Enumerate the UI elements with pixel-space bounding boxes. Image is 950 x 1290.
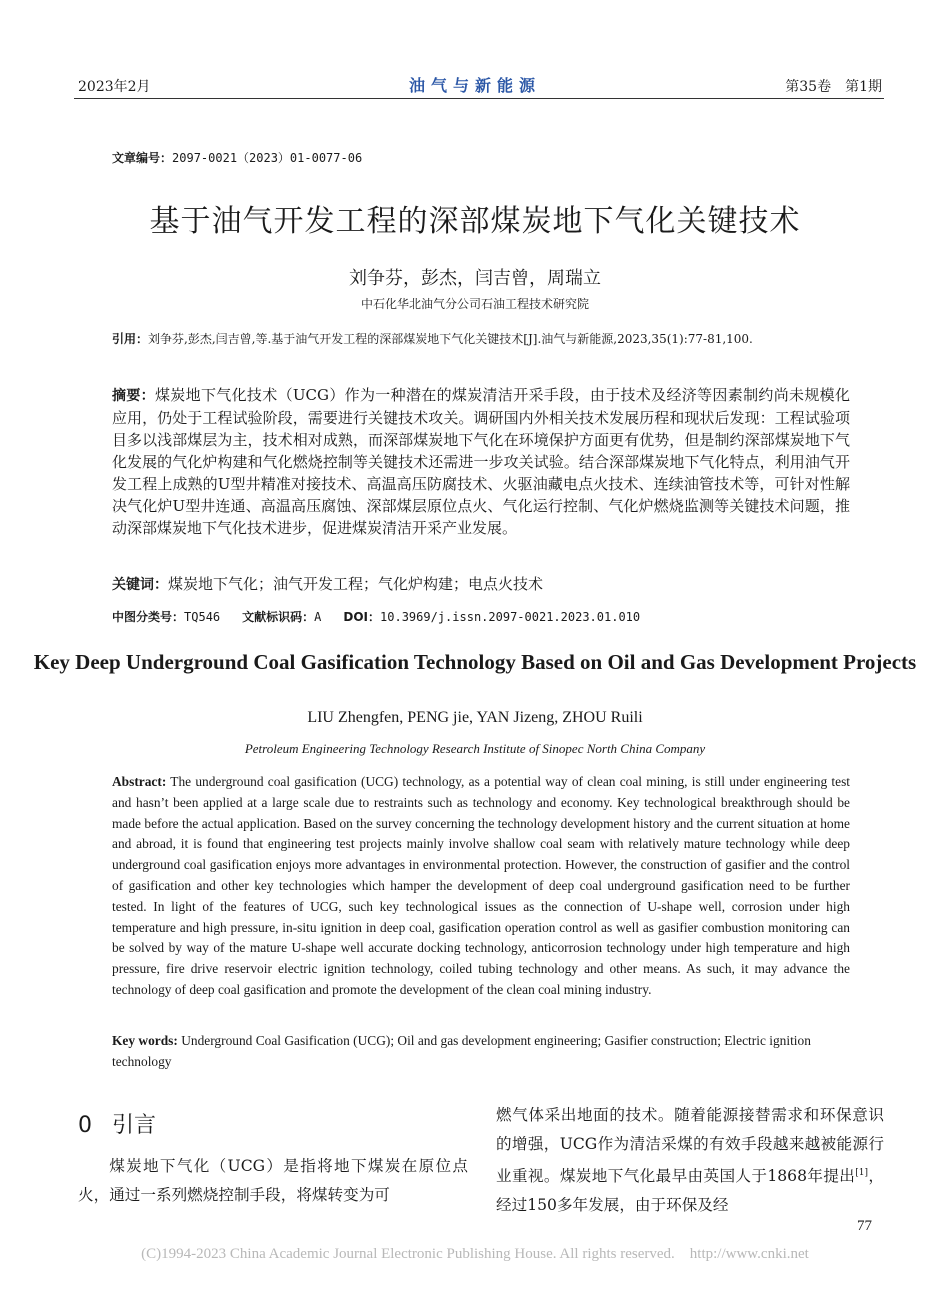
header-rule [74, 98, 884, 99]
keywords-en-label: Key words: [112, 1033, 178, 1048]
section-heading [78, 1108, 156, 1139]
clc-value: TQ546 [184, 610, 221, 624]
body-left-column: 煤炭地下气化（UCG）是指将地下煤炭在原位点火，通过一系列燃烧控制手段，将煤转变为可 [78, 1157, 468, 1204]
section-title: 引言 [112, 1113, 157, 1138]
abstract-cn [112, 384, 850, 539]
affiliation-cn: 中石化华北油气分公司石油工程技术研究院 [360, 297, 589, 311]
abstract-en-text: The underground coal gasification (UCG) technology, as a potential way of clean coal mining, is still under engineering test and hasn’t been applied at a large scale due to restraints such as technology and economy. Key technological breakthrough should be made before the actual application. Based on the survey concerning the technology development history and the current situation at home and abroad, it is found that engineering test projects mainly involve shallow coal seam with relatively mature technology while deep underground coal gasification enjoys more advantages in environmental protection. However, the construction of gasifier and the control of gasification and other key technologies which hamper the development of deep coal underground gasification need to be further tested. In light of the features of UCG, such key technological issues as the connection of U-shape well, corrosion under high temperature and high pressure, in-situ ignition in deep coal, gasification operation control as well as gasifier combustion monitoring can be solved by way of the mature U-shape well accurate docking technology, anticorrosion technology under high temperature and high pressure, fire drive reservoir electric ignition technology, coiled tubing technology and other means. As such, it may advance the technology of deep coal gasification and promote the development of the clean coal mining industry. [112, 774, 851, 997]
article-number-label: 文章编号： [112, 151, 173, 165]
abstract-cn-text: 煤炭地下气化技术（UCG）作为一种潜在的煤炭清洁开采手段，由于技术及经济等因素制约尚未规模化应用，仍处于工程试验阶段，需要进行关键技术攻关。调研国内外相关技术发展历程和现状后发现：工程试验项目多以浅部煤层为主，技术相对成熟，而深部煤炭地下气化在环境保护方面更有优势，但是制约深部煤炭地下气化发展的气化炉构建和气化燃烧控制等关键技术还需进一步攻关试验。结合深部煤炭地下气化特点，利用油气开发工程上成熟的U型井精准对接技术、高温高压防腐技术、火驱油藏电点火技术、连续油管技术等，可针对性解决气化炉U型井连通、高温高压腐蚀、深部煤层原位点火、气化运行控制、气化炉燃烧监测等关键技术问题，推动深部煤炭地下气化技术进步，促进煤炭清洁开采产业发展。 [112, 386, 851, 537]
affiliation-en: Petroleum Engineering Technology Research Institute of Sinopec North China Company [244, 741, 706, 756]
article-number [112, 149, 362, 166]
header-date: 2023年2月 [78, 79, 151, 95]
title-en: Key Deep Underground Coal Gasification Technology Based on Oil and Gas Development Projects [33, 650, 917, 674]
title-cn: 基于油气开发工程的深部煤炭地下气化关键技术 [149, 204, 801, 239]
volume-issue: 第35卷 第1期 [785, 79, 882, 95]
citation [112, 329, 850, 350]
keywords-en-text: Underground Coal Gasification (UCG); Oil and gas development engineering; Gasifier construction; Electric ignition technology [112, 1033, 811, 1069]
journal-name: 油气与新能源 [408, 76, 541, 95]
keywords-cn-text: 煤炭地下气化；油气开发工程；气化炉构建；电点火技术 [168, 575, 544, 593]
reference-marker: [1] [855, 1168, 869, 1178]
abstract-en [112, 772, 850, 1001]
doi-value: 10.3969/j.issn.2097-0021.2023.01.010 [380, 610, 641, 624]
keywords-cn [112, 574, 850, 596]
authors-cn: 刘争芬，彭杰，闫吉曾，周瑞立 [349, 268, 601, 289]
keywords-cn-label: 关键词： [112, 577, 168, 593]
citation-label: 引用： [112, 332, 149, 346]
abstract-cn-label: 摘要： [112, 388, 155, 404]
authors-en: LIU Zhengfen, PENG jie, YAN Jizeng, ZHOU Ruili [307, 709, 643, 726]
body-right-column [496, 1101, 884, 1220]
doc-code-value: A [314, 610, 322, 624]
doc-code-label: 文献标识码： [242, 610, 315, 624]
doi-label: DOI： [343, 610, 381, 624]
keywords-en [112, 1031, 850, 1073]
abstract-en-label: Abstract: [112, 774, 167, 789]
body-right-text-b: ，经过150多年发展，由于环保及经 [496, 1167, 884, 1215]
page-number: 77 [857, 1218, 872, 1234]
article-number-value: 2097-0021（2023）01-0077-06 [172, 151, 363, 165]
section-number: 0 [78, 1113, 92, 1138]
body-right-text-a: 燃气体采出地面的技术。随着能源接替需求和环保意识的增强，UCG作为清洁采煤的有效手段越来越被能源行业重视。煤炭地下气化最早由英国人于1868年提出 [496, 1106, 884, 1186]
citation-text: 刘争芬,彭杰,闫吉曾,等.基于油气开发工程的深部煤炭地下气化关键技术[J].油气与新能源,2023,35(1):77-81,100. [148, 332, 753, 346]
classification-line [112, 607, 850, 628]
clc-label: 中图分类号： [112, 610, 185, 624]
copyright-watermark: (C)1994-2023 China Academic Journal Electronic Publishing House. All rights reserved. http://www.cnki.net [141, 1246, 809, 1262]
